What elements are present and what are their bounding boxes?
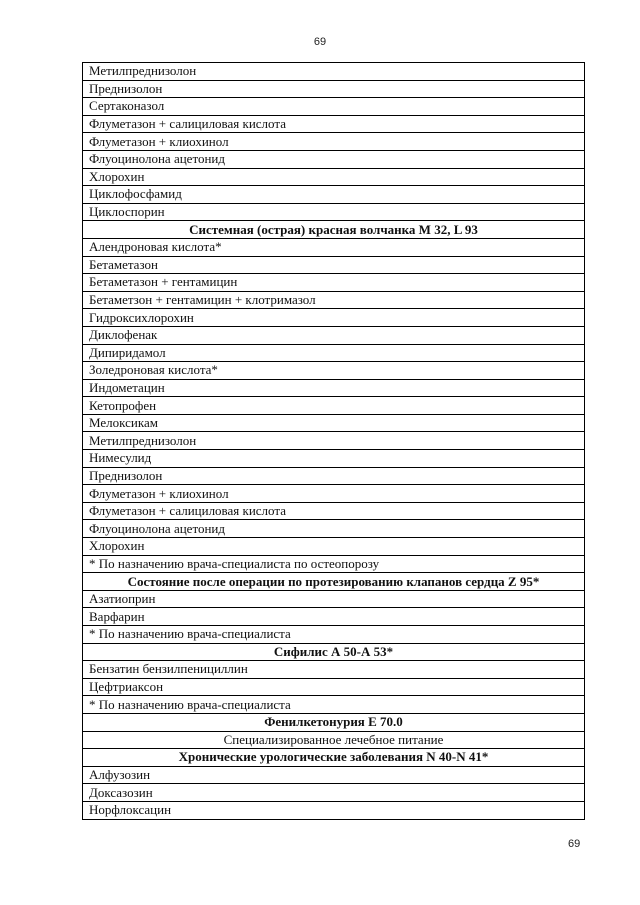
drug-row	[83, 133, 585, 151]
drug-name: Гидроксихлорохин	[83, 309, 585, 327]
drug-row	[83, 485, 585, 503]
footnote-row	[83, 696, 585, 714]
drug-row	[83, 766, 585, 784]
drug-row	[83, 203, 585, 221]
page-number-bottom: 69	[568, 838, 581, 850]
drug-name: Циклоспорин	[83, 203, 585, 221]
drug-name: Алендроновая кислота*	[83, 238, 585, 256]
drug-name: Флуметазон + салициловая кислота	[83, 115, 585, 133]
drug-row	[83, 256, 585, 274]
section-heading: Системная (острая) красная волчанка М 32, L 93	[83, 221, 585, 239]
drug-name: Специализированное лечебное питание	[83, 731, 585, 749]
drug-name: Метилпреднизолон	[83, 432, 585, 450]
drug-name: Флуметазон + клиохинол	[83, 133, 585, 151]
drug-row	[83, 608, 585, 626]
drug-row	[83, 80, 585, 98]
drug-name: Хлорохин	[83, 538, 585, 556]
section-heading-row	[83, 221, 585, 239]
drug-row	[83, 238, 585, 256]
drug-row	[83, 115, 585, 133]
drug-name: Бетаметазон + гентамицин	[83, 274, 585, 292]
drug-name: Бетаметазон	[83, 256, 585, 274]
drug-row	[83, 63, 585, 81]
drug-row	[83, 467, 585, 485]
drug-name: Бензатин бензилпенициллин	[83, 661, 585, 679]
drug-row	[83, 731, 585, 749]
drug-row	[83, 520, 585, 538]
section-heading: Сифилис А 50-А 53*	[83, 643, 585, 661]
drug-name: Мелоксикам	[83, 414, 585, 432]
drug-name: Флуоцинолона ацетонид	[83, 520, 585, 538]
drug-row	[83, 414, 585, 432]
drug-row	[83, 538, 585, 556]
drug-row	[83, 450, 585, 468]
drug-row	[83, 432, 585, 450]
page-number-top: 69	[313, 36, 327, 48]
drug-row	[83, 168, 585, 186]
drug-row	[83, 661, 585, 679]
drug-row	[83, 326, 585, 344]
drug-name: Цефтриаксон	[83, 678, 585, 696]
drug-name: Преднизолон	[83, 80, 585, 98]
drug-row	[83, 150, 585, 168]
drug-row	[83, 397, 585, 415]
footnote-text: * По назначению врача-специалиста	[83, 696, 585, 714]
drug-name: Бетаметзон + гентамицин + клотримазол	[83, 291, 585, 309]
drug-row	[83, 274, 585, 292]
drug-row	[83, 784, 585, 802]
drug-name: Хлорохин	[83, 168, 585, 186]
drug-name: Дипиридамол	[83, 344, 585, 362]
drug-name: Флуоцинолона ацетонид	[83, 150, 585, 168]
footnote-row	[83, 555, 585, 573]
section-heading-row	[83, 643, 585, 661]
drug-name: Алфузозин	[83, 766, 585, 784]
section-heading-row	[83, 713, 585, 731]
drug-name: Норфлоксацин	[83, 801, 585, 819]
drug-row	[83, 98, 585, 116]
drug-name: Азатиоприн	[83, 590, 585, 608]
drug-list-table	[82, 62, 585, 820]
drug-name: Золедроновая кислота*	[83, 362, 585, 380]
drug-row	[83, 186, 585, 204]
footnote-text: * По назначению врача-специалиста	[83, 626, 585, 644]
drug-name: Диклофенак	[83, 326, 585, 344]
drug-row	[83, 291, 585, 309]
drug-name: Доксазозин	[83, 784, 585, 802]
drug-name: Сертаконазол	[83, 98, 585, 116]
drug-row	[83, 309, 585, 327]
footnote-row	[83, 626, 585, 644]
drug-row	[83, 379, 585, 397]
drug-name: Флуметазон + салициловая кислота	[83, 502, 585, 520]
drug-row	[83, 344, 585, 362]
section-heading: Фенилкетонурия Е 70.0	[83, 713, 585, 731]
drug-name: Индометацин	[83, 379, 585, 397]
drug-name: Нимесулид	[83, 450, 585, 468]
drug-name: Метилпреднизолон	[83, 63, 585, 81]
drug-name: Преднизолон	[83, 467, 585, 485]
drug-name: Циклофосфамид	[83, 186, 585, 204]
drug-row	[83, 362, 585, 380]
drug-name: Флуметазон + клиохинол	[83, 485, 585, 503]
drug-name: Кетопрофен	[83, 397, 585, 415]
drug-row	[83, 502, 585, 520]
section-heading: Хронические урологические заболевания N 40-N 41*	[83, 749, 585, 767]
footnote-text: * По назначению врача-специалиста по остеопорозу	[83, 555, 585, 573]
drug-row	[83, 590, 585, 608]
drug-name: Варфарин	[83, 608, 585, 626]
section-heading-row	[83, 573, 585, 591]
section-heading: Состояние после операции по протезированию клапанов сердца Z 95*	[83, 573, 585, 591]
drug-row	[83, 678, 585, 696]
drug-row	[83, 801, 585, 819]
section-heading-row	[83, 749, 585, 767]
